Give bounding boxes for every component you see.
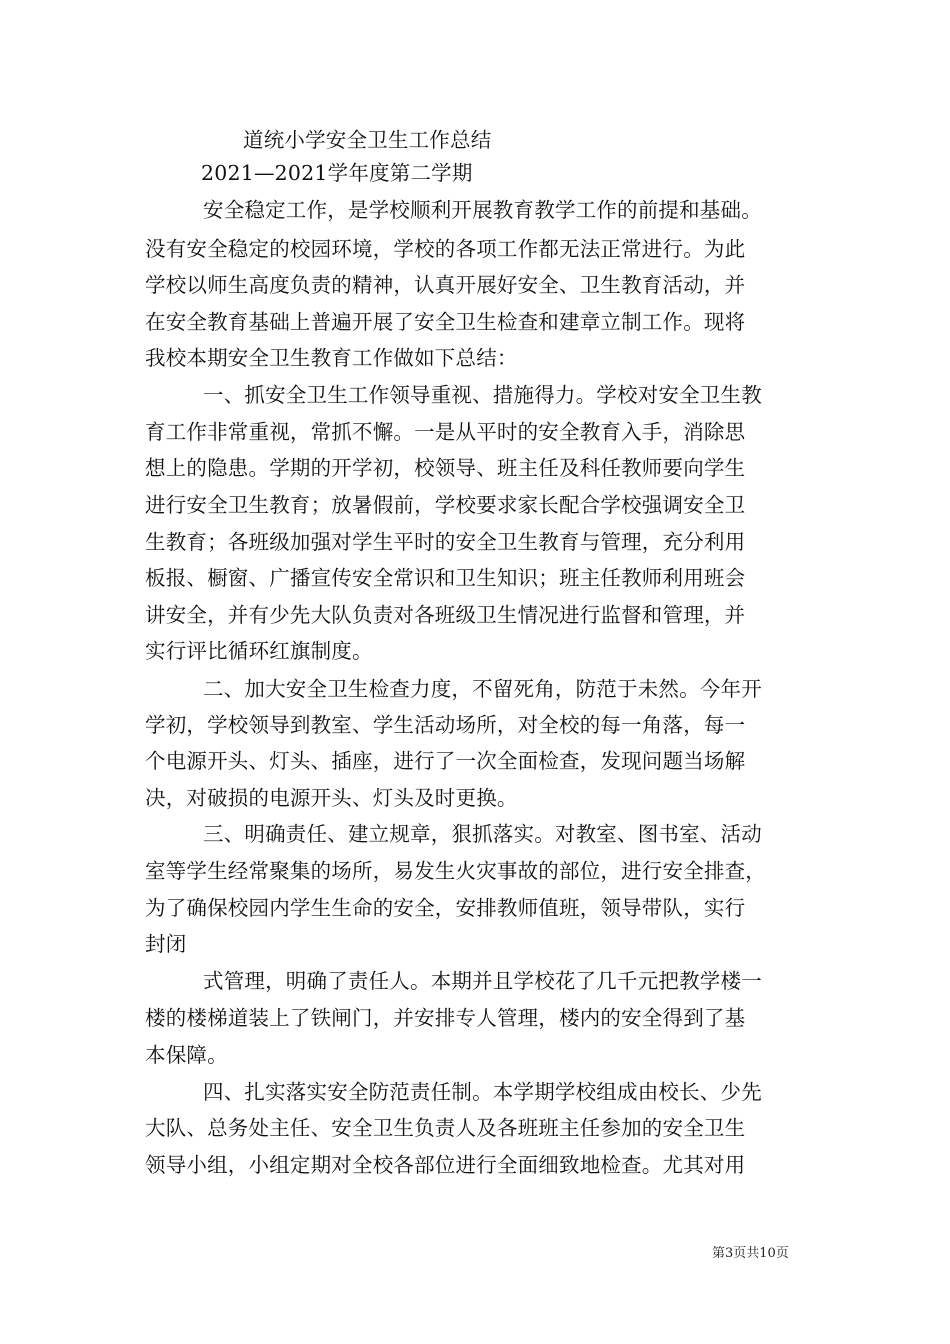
paragraph-intro-line: 安全稳定工作，是学校顺利开展教育教学工作的前提和基础。 [203, 198, 762, 222]
paragraph-section-three-line: 为了确保校园内学生生命的安全，安排教师值班，领导带队，实行 [145, 896, 746, 920]
paragraph-intro-line: 在安全教育基础上普遍开展了安全卫生检查和建章立制工作。现将 [145, 310, 746, 334]
paragraph-intro-line: 我校本期安全卫生教育工作做如下总结： [145, 346, 518, 370]
paragraph-intro-line: 学校以师生高度负责的精神，认真开展好安全、卫生教育活动，并 [145, 273, 746, 297]
paragraph-section-four-line: 大队、总务处主任、安全卫生负责人及各班班主任参加的安全卫生 [145, 1116, 746, 1140]
paragraph-section-three-line: 封闭 [145, 932, 187, 956]
paragraph-section-one-line: 想上的隐患。学期的开学初，校领导、班主任及科任教师要向学生 [145, 456, 746, 480]
paragraph-section-one-line: 实行评比循环红旗制度。 [145, 639, 373, 663]
paragraph-section-one-line: 生教育；各班级加强对学生平时的安全卫生教育与管理，充分利用 [145, 530, 746, 554]
paragraph-intro-line: 没有安全稳定的校园环境，学校的各项工作都无法正常进行。为此 [145, 237, 746, 261]
paragraph-section-two-line: 个电源开头、灯头、插座，进行了一次全面检查，发现问题当场解 [145, 749, 746, 773]
paragraph-continuation-line: 楼的楼梯道装上了铁闸门，并安排专人管理，楼内的安全得到了基 [145, 1006, 746, 1030]
paragraph-section-two-line: 二、加大安全卫生检查力度，不留死角，防范于未然。今年开 [203, 677, 762, 701]
paragraph-section-one-line: 育工作非常重视，常抓不懈。一是从平时的安全教育入手，消除思 [145, 420, 746, 444]
page-number: 第3页共10页 [712, 1246, 789, 1261]
paragraph-continuation-line: 本保障。 [145, 1043, 228, 1067]
paragraph-section-four-line: 领导小组，小组定期对全校各部位进行全面细致地检查。尤其对用 [145, 1153, 746, 1177]
paragraph-section-two-line: 决，对破损的电源开头、灯头及时更换。 [145, 786, 518, 810]
paragraph-section-one-line: 一、抓安全卫生工作领导重视、措施得力。学校对安全卫生教 [203, 383, 762, 407]
paragraph-section-two-line: 学初，学校领导到教室、学生活动场所，对全校的每一角落，每一 [145, 713, 746, 737]
paragraph-section-three-line: 三、明确责任、建立规章，狠抓落实。对教室、图书室、活动 [203, 822, 762, 846]
paragraph-section-one-line: 板报、橱窗、广播宣传安全常识和卫生知识；班主任教师利用班会 [145, 566, 746, 590]
paragraph-section-three-line: 室等学生经常聚集的场所，易发生火灾事故的部位，进行安全排查， [145, 859, 766, 883]
document-title: 道统小学安全卫生工作总结 [243, 128, 492, 152]
paragraph-continuation-line: 式管理，明确了责任人。本期并且学校花了几千元把教学楼一 [203, 969, 762, 993]
paragraph-section-one-line: 进行安全卫生教育；放暑假前，学校要求家长配合学校强调安全卫 [145, 493, 746, 517]
paragraph-section-four-line: 四、扎实落实安全防范责任制。本学期学校组成由校长、少先 [203, 1080, 762, 1104]
document-subtitle: 2021—2021学年度第二学期 [201, 161, 473, 185]
paragraph-section-one-line: 讲安全，并有少先大队负责对各班级卫生情况进行监督和管理，并 [145, 603, 746, 627]
